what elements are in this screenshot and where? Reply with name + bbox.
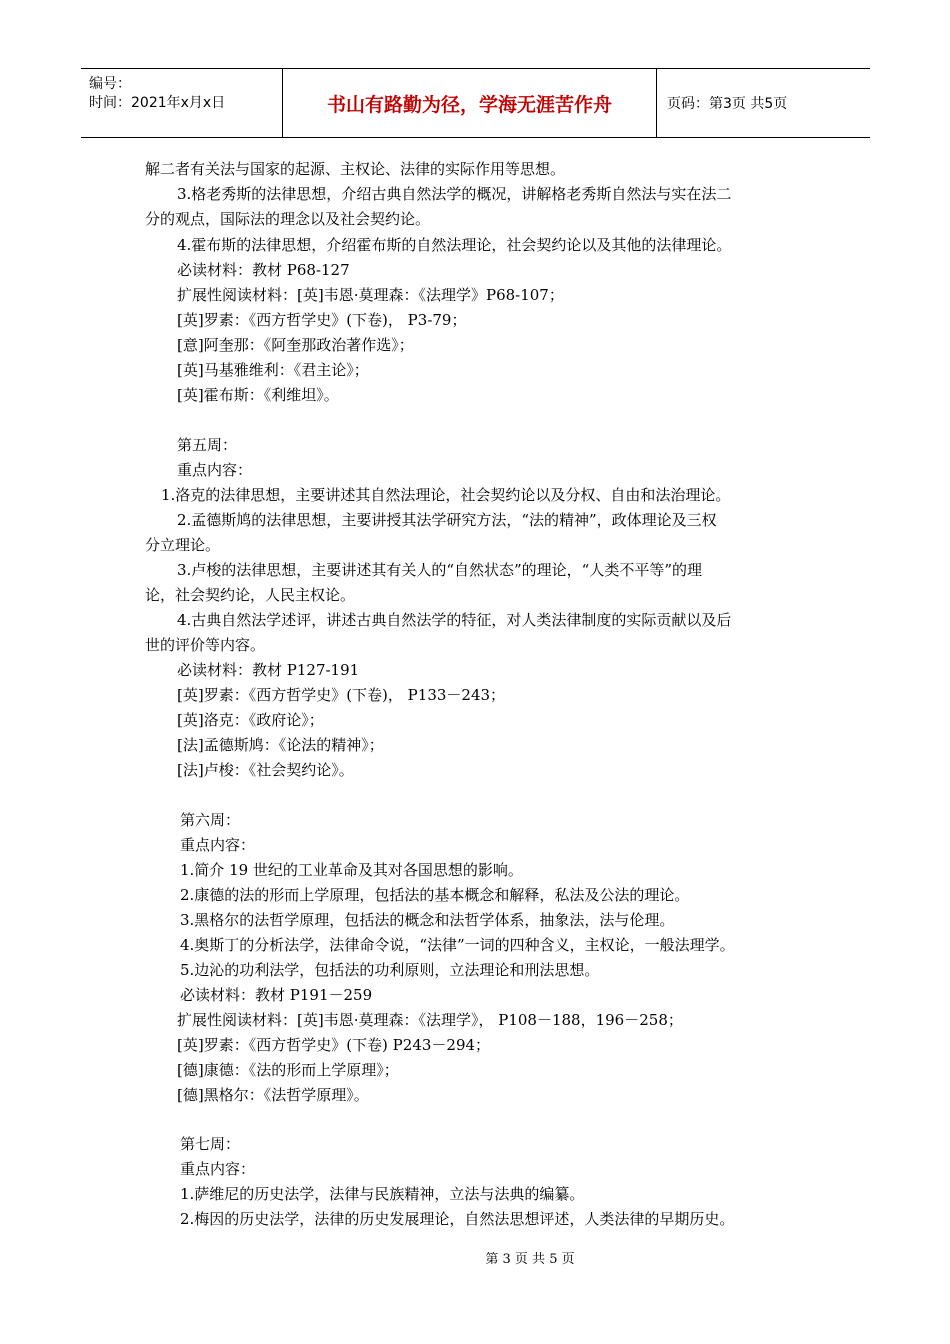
text-line: 1.简介 19 世纪的工业革命及其对各国思想的影响。 bbox=[180, 861, 523, 879]
text-line: 分的观点，国际法的理念以及社会契约论。 bbox=[145, 210, 431, 228]
text-line: [法]卢梭：《社会契约论》。 bbox=[177, 761, 354, 779]
header-page-cell bbox=[657, 69, 870, 137]
header-info-cell bbox=[81, 69, 283, 137]
text-line: 3.黑格尔的法哲学原理，包括法的概念和法哲学体系，抽象法，法与伦理。 bbox=[180, 911, 675, 929]
text-line: 2.康德的法的形而上学原理，包括法的基本概念和解释，私法及公法的理论。 bbox=[180, 886, 690, 904]
text-line: [意]阿奎那：《阿奎那政治著作选》； bbox=[177, 336, 414, 354]
text-line: 4.奥斯丁的分析法学，法律命令说，“法律”一词的四种含义，主权论，一般法理学。 bbox=[180, 936, 735, 954]
header-page-code: 页码：第3页 共5页 bbox=[667, 96, 788, 112]
document-date-label: 时间：2021年x月x日 bbox=[89, 95, 226, 111]
text-line: [法]孟德斯鸠：《论法的精神》； bbox=[177, 736, 384, 754]
text-line: 3.格老秀斯的法律思想，介绍古典自然法学的概况，讲解格老秀斯自然法与实在法二 bbox=[177, 185, 732, 203]
week-heading: 第六周： bbox=[180, 811, 241, 829]
text-line: 必读材料：教材 P68-127 bbox=[177, 261, 350, 279]
text-line: [德]黑格尔：《法哲学原理》。 bbox=[177, 1086, 369, 1104]
section-label: 重点内容： bbox=[180, 1160, 256, 1178]
text-line: 5.边沁的功利法学，包括法的功利原则，立法理论和刑法思想。 bbox=[180, 961, 600, 979]
text-line: [英]马基雅维利：《君主论》； bbox=[177, 361, 369, 379]
text-line: 4.霍布斯的法律思想，介绍霍布斯的自然法理论，社会契约论以及其他的法律理论。 bbox=[177, 236, 732, 254]
text-line: 1.萨维尼的历史法学，法律与民族精神，立法与法典的编纂。 bbox=[180, 1185, 585, 1203]
text-line: 2.梅因的历史法学，法律的历史发展理论，自然法思想评述，人类法律的早期历史。 bbox=[180, 1210, 735, 1228]
text-line: [英]罗素：《西方哲学史》(下卷)， P133－243； bbox=[177, 686, 506, 704]
text-line: 必读材料：教材 P127-191 bbox=[177, 661, 360, 679]
text-line: 扩展性阅读材料：[英]韦恩·莫理森：《法理学》， P108－188，196－258； bbox=[177, 1011, 683, 1029]
page-footer bbox=[0, 1248, 950, 1267]
text-line: 必读材料：教材 P191－259 bbox=[180, 986, 373, 1004]
text-line: 4.古典自然法学述评，讲述古典自然法学的特征，对人类法律制度的实际贡献以及后 bbox=[177, 611, 732, 629]
text-line: 世的评价等内容。 bbox=[145, 636, 266, 654]
text-line: [英]罗素：《西方哲学史》(下卷)， P3-79； bbox=[177, 311, 467, 329]
text-line: 2.孟德斯鸠的法律思想，主要讲授其法学研究方法，“法的精神”，政体理论及三权 bbox=[177, 511, 717, 529]
text-line: [英]霍布斯：《利维坦》。 bbox=[177, 386, 339, 404]
text-line: [德]康德：《法的形而上学原理》； bbox=[177, 1061, 399, 1079]
week-heading: 第五周： bbox=[177, 436, 238, 454]
section-label: 重点内容： bbox=[180, 836, 256, 854]
header-motto: 书山有路勤为径，学海无涯苦作舟 bbox=[326, 93, 612, 116]
text-line: 解二者有关法与国家的起源、主权论、法律的实际作用等思想。 bbox=[145, 160, 566, 178]
header-motto-cell bbox=[283, 69, 657, 137]
text-line: [英]罗素：《西方哲学史》(下卷) P243－294； bbox=[177, 1036, 491, 1054]
page-header bbox=[81, 68, 870, 138]
section-label: 重点内容： bbox=[177, 461, 253, 479]
text-line: 分立理论。 bbox=[145, 536, 221, 554]
footer-page-number: 第 3 页 共 5 页 bbox=[485, 1252, 575, 1267]
text-line: 论，社会契约论，人民主权论。 bbox=[145, 586, 356, 604]
week-heading: 第七周： bbox=[180, 1135, 241, 1153]
text-line: 扩展性阅读材料：[英]韦恩·莫理森：《法理学》P68-107； bbox=[177, 286, 564, 304]
text-line: 1.洛克的法律思想，主要讲述其自然法理论，社会契约论以及分权、自由和法治理论。 bbox=[161, 486, 731, 504]
text-line: 3.卢梭的法律思想，主要讲述其有关人的“自然状态”的理论，“人类不平等”的理 bbox=[177, 561, 702, 579]
document-number-label: 编号： bbox=[89, 76, 131, 92]
text-line: [英]洛克：《政府论》； bbox=[177, 711, 324, 729]
